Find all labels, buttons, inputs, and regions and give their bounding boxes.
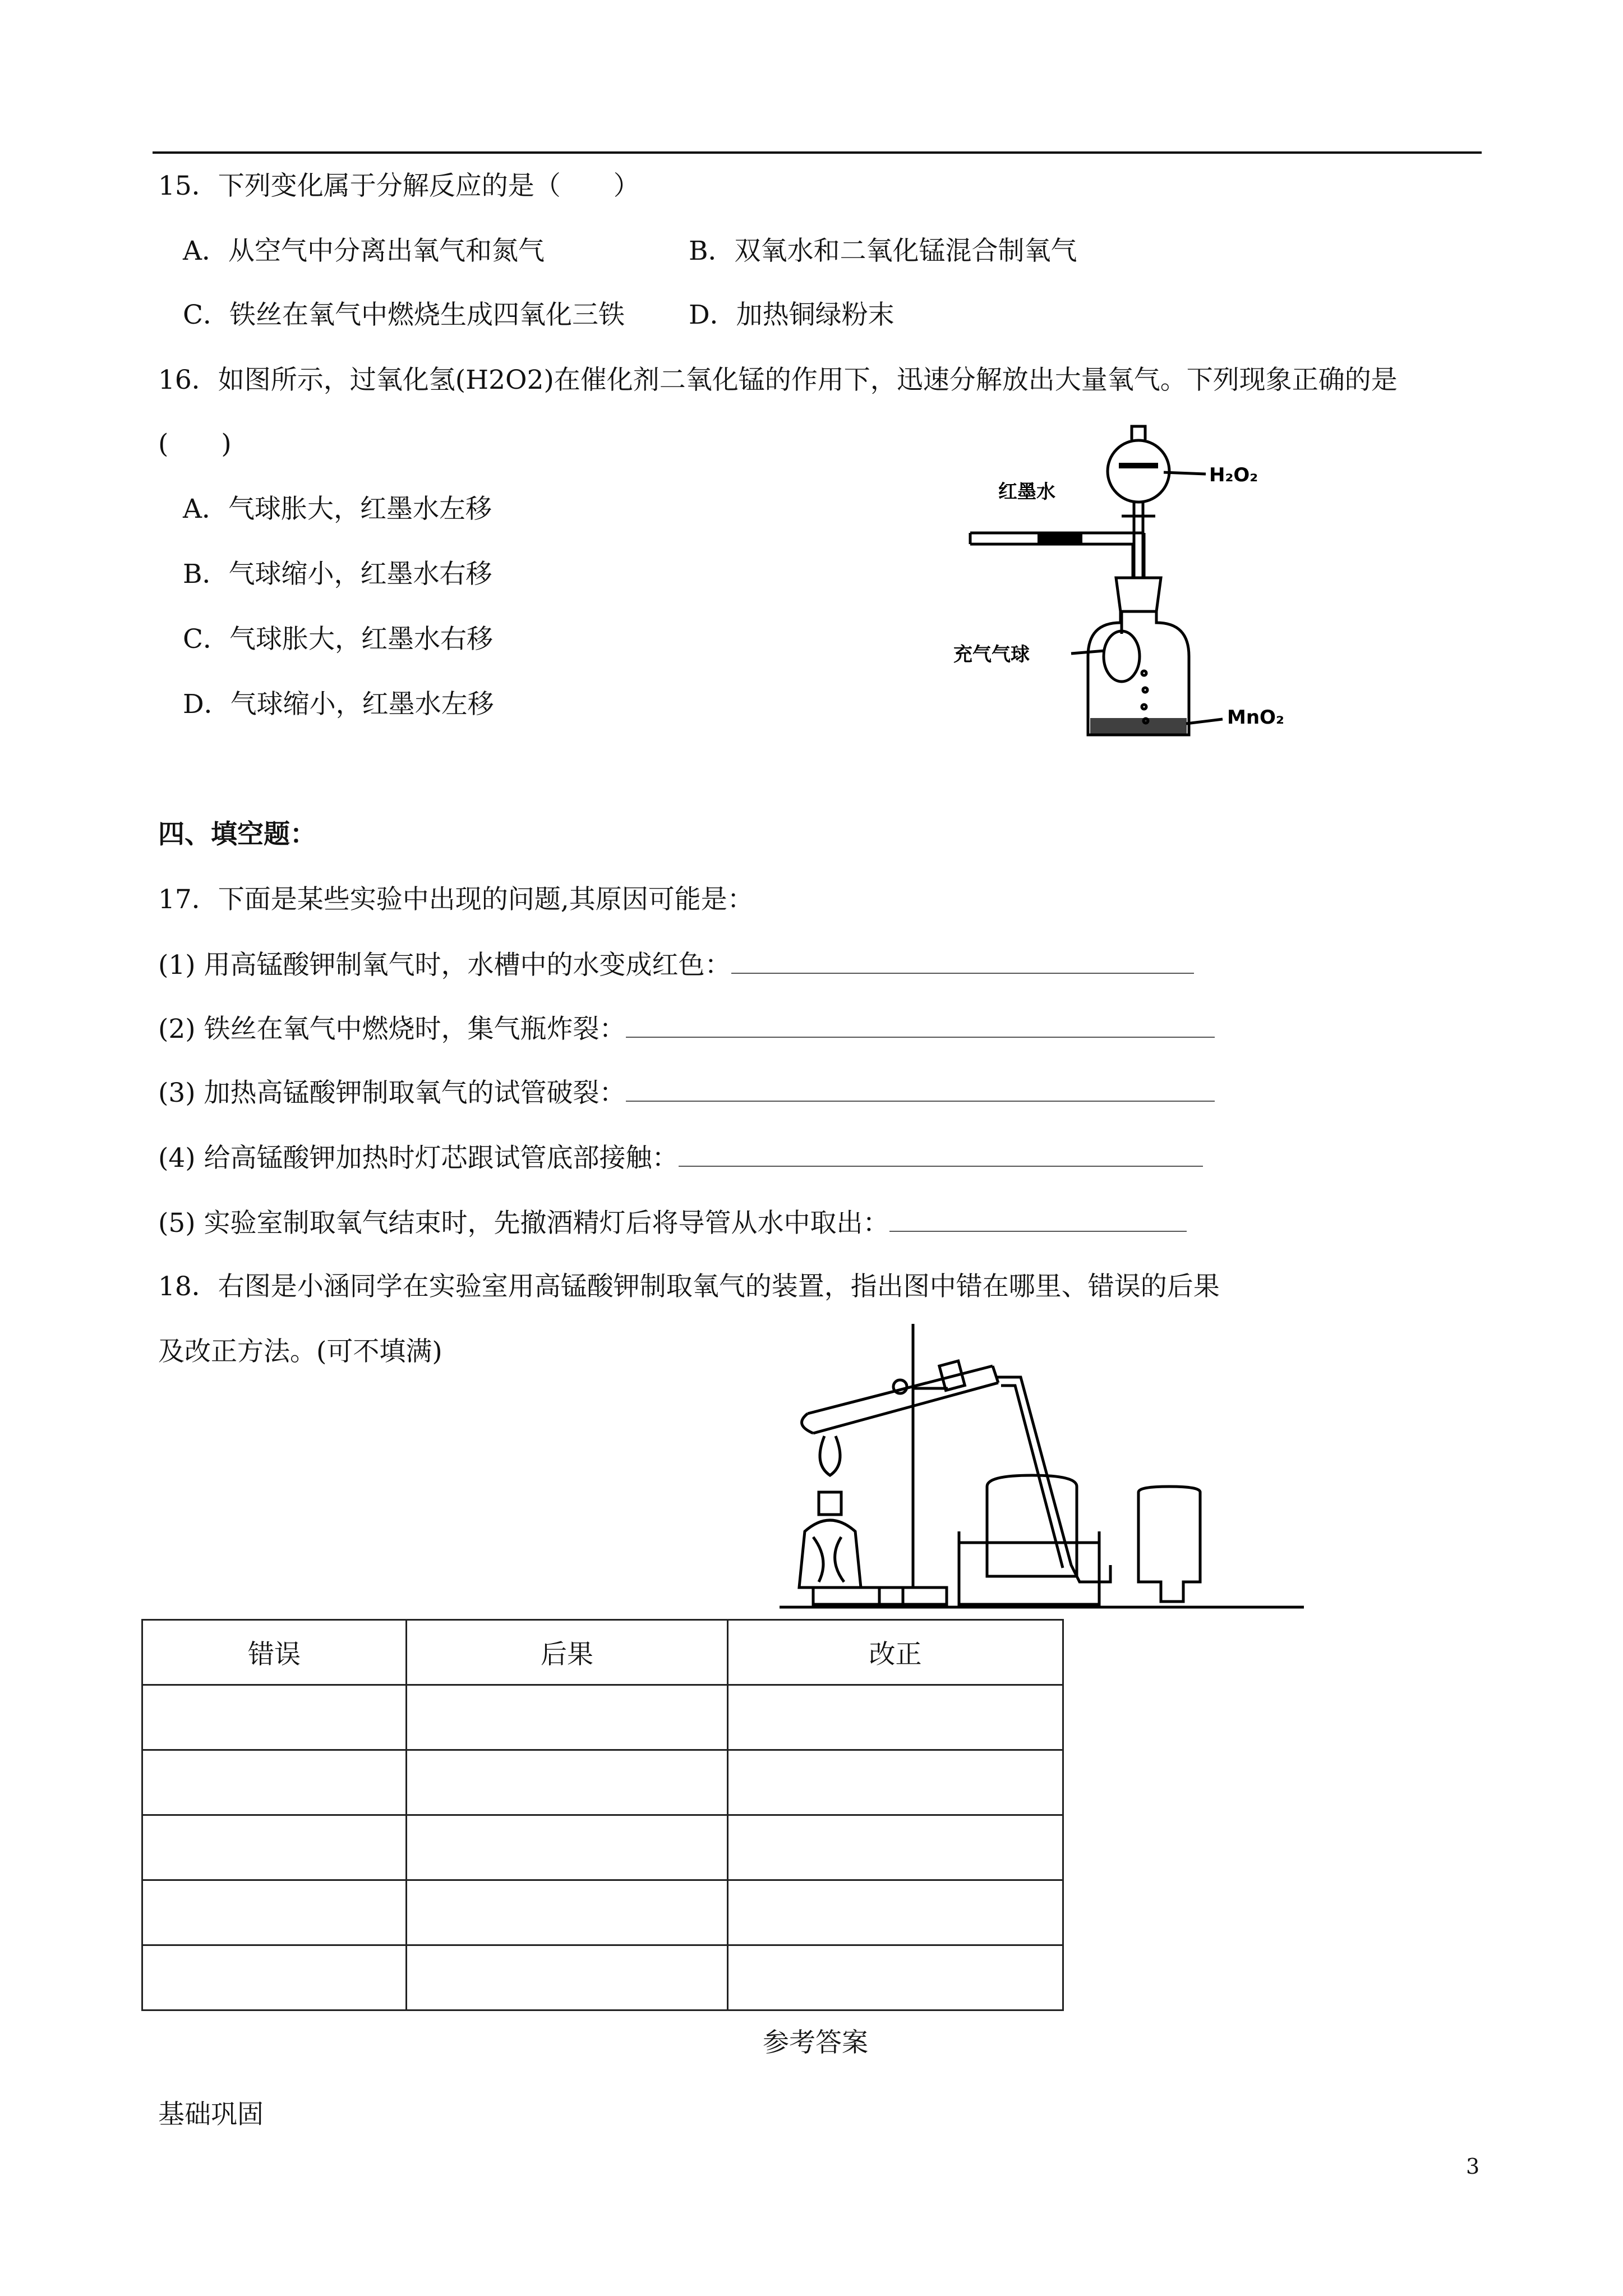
q16-option-c: C．气球胀大，红墨水右移 <box>183 624 493 655</box>
q17-item-5 <box>158 1206 1187 1240</box>
q17-item-4 <box>158 1141 1203 1175</box>
q15-stem: 15．下列变化属于分解反应的是（ ） <box>158 171 640 201</box>
h2o2-liquid-level <box>1119 463 1158 468</box>
table-row <box>142 1945 1063 2010</box>
q16-option-b: B．气球缩小，红墨水右移 <box>183 559 492 590</box>
table-row <box>142 1750 1063 1815</box>
table-cell[interactable] <box>142 1945 407 2010</box>
q16-option-a: A．气球胀大，红墨水左移 <box>183 494 492 524</box>
q16-stem: 16．如图所示，过氧化氢(H2O2)在催化剂二氧化锰的作用下，迅速分解放出大量氧气。下列现象正确的是 <box>158 365 1398 395</box>
table-header-error: 错误 <box>142 1620 407 1685</box>
mno2-layer <box>1090 718 1187 734</box>
table-cell[interactable] <box>728 1685 1063 1750</box>
section-title: 四、填空题： <box>158 819 316 850</box>
q17-item-2 <box>158 1012 1215 1046</box>
answers-title: 参考答案 <box>763 2027 868 2058</box>
table-header-consequence: 后果 <box>407 1620 728 1685</box>
page-number: 3 <box>1466 2154 1480 2179</box>
q16-answer-paren: ( ) <box>158 429 232 459</box>
header-rule <box>153 151 1482 154</box>
balloon-label: 充气气球 <box>953 643 1030 666</box>
q15-option-c: C．铁丝在氧气中燃烧生成四氧化三铁 <box>183 300 625 330</box>
answer-blank[interactable] <box>889 1206 1187 1232</box>
red-ink-label: 红墨水 <box>998 481 1055 503</box>
q15-option-a: A．从空气中分离出氧气和氮气 <box>183 236 545 266</box>
table-header-correction: 改正 <box>728 1620 1063 1685</box>
basics-title: 基础巩固 <box>158 2099 264 2130</box>
table-cell[interactable] <box>142 1815 407 1880</box>
q16-option-d: D．气球缩小，红墨水左移 <box>183 689 494 720</box>
kmno4-apparatus-figure <box>774 1324 1312 1616</box>
table-cell[interactable] <box>728 1945 1063 2010</box>
table-cell[interactable] <box>728 1815 1063 1880</box>
q18-line-2: 及改正方法。(可不填满) <box>158 1336 442 1367</box>
table-row <box>142 1880 1063 1945</box>
table-cell[interactable] <box>407 1880 728 1945</box>
table-cell[interactable] <box>728 1750 1063 1815</box>
table-cell[interactable] <box>142 1880 407 1945</box>
table-cell[interactable] <box>407 1815 728 1880</box>
table-row <box>142 1815 1063 1880</box>
q15-option-d: D．加热铜绿粉末 <box>689 300 895 330</box>
table-cell[interactable] <box>407 1945 728 2010</box>
mno2-label: MnO₂ <box>1227 706 1284 729</box>
q17-item-text: (4) 给高锰酸钾加热时灯芯跟试管底部接触： <box>158 1143 679 1174</box>
q15-option-b: B．双氧水和二氧化锰混合制氧气 <box>689 236 1077 266</box>
q17-item-text: (5) 实验室制取氧气结束时，先撤酒精灯后将导管从水中取出： <box>158 1208 889 1239</box>
q18-line-1: 18．右图是小涵同学在实验室用高锰酸钾制取氧气的装置，指出图中错在哪里、错误的后果 <box>158 1271 1220 1302</box>
answer-blank[interactable] <box>626 1076 1215 1102</box>
answer-blank[interactable] <box>731 948 1194 974</box>
red-ink-slug <box>1038 533 1082 544</box>
table-cell[interactable] <box>142 1685 407 1750</box>
q18-answer-table <box>141 1619 1064 2011</box>
table-cell[interactable] <box>142 1750 407 1815</box>
q17-item-1 <box>158 948 1194 982</box>
table-row <box>142 1685 1063 1750</box>
q17-item-text: (1) 用高锰酸钾制氧气时，水槽中的水变成红色： <box>158 950 731 981</box>
h2o2-label: H₂O₂ <box>1209 464 1258 486</box>
h2o2-apparatus-figure <box>953 432 1312 746</box>
q17-item-3 <box>158 1076 1215 1110</box>
answer-blank[interactable] <box>626 1012 1215 1038</box>
table-cell[interactable] <box>407 1750 728 1815</box>
table-cell[interactable] <box>407 1685 728 1750</box>
q17-item-text: (2) 铁丝在氧气中燃烧时，集气瓶炸裂： <box>158 1014 626 1045</box>
table-cell[interactable] <box>728 1880 1063 1945</box>
answer-blank[interactable] <box>679 1141 1203 1167</box>
q17-stem: 17．下面是某些实验中出现的问题,其原因可能是： <box>158 884 754 915</box>
q17-item-text: (3) 加热高锰酸钾制取氧气的试管破裂： <box>158 1078 626 1108</box>
